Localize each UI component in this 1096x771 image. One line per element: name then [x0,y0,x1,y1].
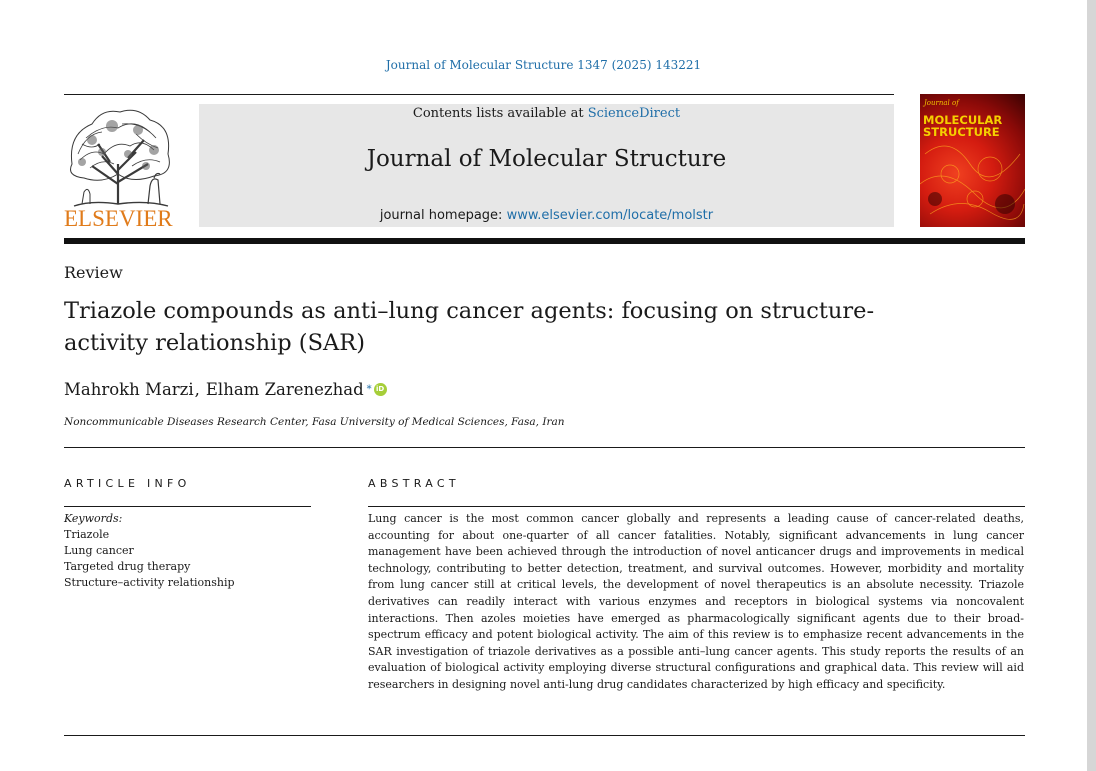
keyword-item: Structure–activity relationship [64,576,235,589]
author-name[interactable]: Elham Zarenezhad [205,380,364,399]
author-list [64,380,387,399]
article-title: Triazole compounds as anti–lung cancer agents: focusing on structure-activity relationship (SAR) [64,298,875,356]
corresponding-author-mark[interactable]: * [366,384,372,395]
article-type: Review [64,263,123,282]
page-edge [1087,0,1096,771]
author-affiliation: Noncommunicable Diseases Research Center, Fasa University of Medical Sciences, Fasa, Iran [64,416,565,428]
top-rule [64,94,894,95]
cover-title-line2: STRUCTURE [923,125,1000,139]
contents-availability [199,106,894,121]
journal-citation[interactable]: Journal of Molecular Structure 1347 (2025) 143221 [385,58,702,72]
homepage-link[interactable]: www.elsevier.com/locate/molstr [506,208,714,223]
abstract-rule [368,506,1025,507]
header-thick-rule [64,238,1025,244]
article-info-rule [64,506,311,507]
orcid-icon[interactable]: iD [374,383,387,396]
section-rule [64,447,1025,448]
author-separator: , [194,380,200,399]
keyword-item: Lung cancer [64,544,134,557]
sciencedirect-link[interactable]: ScienceDirect [587,106,681,121]
abstract-body: Lung cancer is the most common cancer globally and represents a leading cause of cancer-related deaths, accounting for about one-quarter of all cancer fatalities. Notably, significant advancements in lung cancer management have been achieved through the introduction of novel anticancer drugs and improvements in medical technology, contributing to better detection, treatment, and survival outcomes. However, morbidity and mortality from lung cancer still at critical levels, the development of novel therapeutics is an absolute necessity. Triazole derivatives can readily interact with various enzymes and receptors in biological systems via noncovalent interactions. Then azoles moieties have emerged as pharmacologically significant agents due to their broad-spectrum efficacy and potent biological activity. The aim of this review is to emphasize recent advancements in the SAR investigation of triazole derivatives as a possible anti–lung cancer agents. This study reports the results of an evaluation of biological activity employing diverse structural configurations and graphical data. This review will aid researchers in designing novel anti-lung drug candidates characterized by high efficacy and specificity. [368,512,1024,691]
keyword-item: Triazole [64,528,110,541]
journal-title: Journal of Molecular Structure [366,146,727,172]
keywords-label: Keywords: [64,512,123,525]
homepage-prefix: journal homepage: [379,208,507,223]
cover-title [923,114,1002,138]
publisher-wordmark: ELSEVIER [64,206,173,231]
journal-cover-image[interactable] [920,94,1025,227]
bottom-rule [64,735,1025,736]
cover-small-text: Journal of [924,99,959,107]
journal-homepage [199,208,894,223]
article-info-heading: ARTICLE INFO [64,477,191,490]
keywords-list [64,511,235,591]
author-name[interactable]: Mahrokh Marzi [64,380,194,399]
keyword-item: Targeted drug therapy [64,560,191,573]
abstract-heading: ABSTRACT [368,477,460,490]
contents-prefix: Contents lists available at [412,106,588,121]
cover-title-line1: MOLECULAR [923,113,1003,127]
